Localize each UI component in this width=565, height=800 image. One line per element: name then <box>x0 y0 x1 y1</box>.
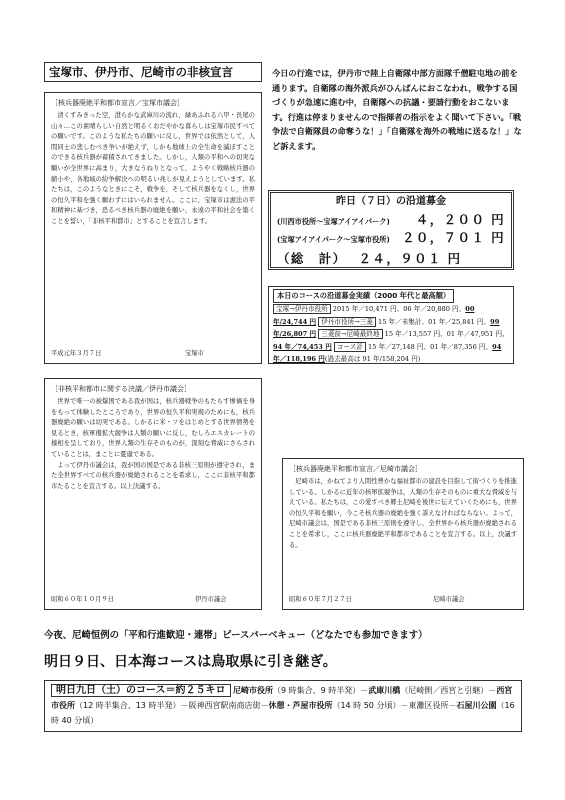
course-stop-mukogawa: 武庫川橋 <box>368 686 401 695</box>
record-body <box>273 303 509 366</box>
record-line2-text: 15 年／未集計、01 年／25,841 円、 <box>375 317 491 326</box>
donation-row-1 <box>277 210 505 228</box>
record-line4-tail: (過去最高は 91 年/158,204 円) <box>324 355 421 364</box>
donation-total <box>277 249 505 267</box>
donation-title: 昨日（７日）の沿道募金 <box>336 196 446 207</box>
takarazuka-signer: 宝塚市 <box>185 350 204 357</box>
bbq-notice: 今夜、尼崎恒例の「平和行進歓迎・連帯」ピースバーベキュー（どなたでも参加できます） <box>44 630 428 641</box>
record-title: 本日のコースの沿道募金実績（2000 年代と最高額） <box>273 289 454 303</box>
course-stop-ishiyagawa: 石屋川公園 <box>456 701 497 710</box>
itami-heading: ［非核平和都市に関する決議／伊丹市議会］ <box>51 385 191 393</box>
itami-resolution <box>44 378 262 610</box>
donation-total-amount: ２４，９０１ 円 <box>358 251 462 266</box>
course-text-1: （9 時集合、9 時半発）－ <box>273 686 369 695</box>
course-text-3: （12 時半集合、13 時半発）－阪神西宮駅南商店街－ <box>75 701 269 710</box>
course-text-2: （尼崎側／西宮と引継）－ <box>400 686 497 695</box>
title-text: 宝塚市、伊丹市、尼崎市の非核宣言 <box>49 65 233 79</box>
record-line3-best: 94 年／74,453 円 <box>273 342 332 351</box>
amagasaki-date: 昭和６０年７月２７日 <box>289 596 352 603</box>
amagasaki-body <box>289 477 517 551</box>
itami-paragraph-2: よって伊丹市議会は，我が国の国是である非核三原則が遵守され，また全世界すべての核兵器が廃絶されることを希求し，ここに非核平和都市たることを宣言する。以上決議する。 <box>51 461 255 490</box>
donation-row-1-label: (川西市役所～宝塚アイアイパーク) <box>277 217 390 226</box>
donation-row-1-amount: ４，２００ 円 <box>415 212 505 227</box>
record-line1-tag: 宝塚→伊丹市役所 <box>273 304 331 314</box>
itami-date: 昭和６０年１０月９日 <box>51 596 114 603</box>
donation-row-2-amount: ２０，７０１ 円 <box>401 230 505 245</box>
record-line1-best: 00 年/24,744 円 <box>273 305 475 326</box>
title-box <box>44 62 262 82</box>
record-line4-text: 15 年／27,148 円、01 年／87,356 円、 <box>365 342 493 351</box>
record-line4-best: 94 年／118,196 円 <box>273 342 502 364</box>
course-text-4: （14 時 50 分頃）－東灘区役所－ <box>332 701 457 710</box>
amagasaki-heading: ［核兵器廃絶平和都市宣言／尼崎市議会］ <box>289 465 422 473</box>
record-line3-tag: 三菱前→尼崎最終地 <box>318 329 382 339</box>
course-stop-amagasaki: 尼崎市役所 <box>233 686 274 695</box>
tomorrow-notice: 明日９日、日本海コースは鳥取県に引き継ぎ。 <box>44 654 337 670</box>
donation-total-label: （総 計） <box>277 251 347 266</box>
record-line2-best: 99 年/26,807 円 <box>273 317 500 339</box>
takarazuka-declaration <box>44 92 262 364</box>
donation-row-2-label: (宝塚アイアイパーク～宝塚市役所) <box>277 235 390 244</box>
record-line2-tag: 伊丹市役所→三菱 <box>318 317 376 327</box>
amagasaki-signer: 尼崎市議会 <box>433 596 465 603</box>
takarazuka-paragraph: 清くすみきった空，澄らかな武庫川の流れ，緑あふれる六甲・長尾の山々…この素晴らしい自然と明るくおだやかな暮らしは宝塚市民すべての願いです。このような私たちの願いに反し，世界では依然として，人間同士の悲しむべき争いが絶えず，しかも地球上の全生命を滅ぼすことのできる核兵器が蓄積されてきました。しかし，人類の平和への切実な願いが全世界に高まり，大きなうねりとなって，ようやく戦略核兵器の縮小や，各地域の紛争解決への明るい兆しが見えようとしています。私たちは，このようなときにこそ，戦争を，そして核兵器をなくし，世界の恒久平和を強く願わずにはいられません。ここに，宝塚市は憲法の平和精神に基づき，恐るべき核兵器の廃絶を願い，永遠の平和社会を築くことを誓い，「非核平和都市」とすることを宣言します。 <box>51 112 255 225</box>
course-lead: 明日九日（土）のコース＝約２５キロ <box>51 684 231 697</box>
course-text-5: （16 時 40 分頃） <box>51 701 515 725</box>
amagasaki-paragraph: 尼崎市は，かねてより人間性豊かな福祉都市の建設を目指して街づくりを推進している。しかるに近年の核軍拡競争は，人類の生存そのものに重大な脅威を与えている。私たちは，この愛すべき郷土尼崎を後世に伝えていくためにも，世界の恒久平和を願い，今こそ核兵器の廃絶を強く訴えなければならない。よって，尼崎市議会は，国是である非核三原則を遵守し，全世界から核兵器が廃絶されることを希求し，ここに核兵器廃絶平和都市であることを宣言する。以上，決議する。 <box>289 478 517 549</box>
takarazuka-body <box>51 111 255 228</box>
course-stop-nishinomiya: 西宮市役所 <box>51 686 513 710</box>
takarazuka-date: 平成元年３月７日 <box>51 350 102 357</box>
takarazuka-heading: ［核兵器廃絶平和都市宣言／宝塚市議会］ <box>51 99 184 107</box>
donation-box <box>268 190 514 270</box>
intro-text: 今日の行進では，伊丹市で陸上自衛隊中部方面隊千僧駐屯地の前を通ります。自衛隊の海外派兵がひんぱんにおこなわれ，戦争する国づくりが急速に進む中，自衛隊への抗議・要請行動をおこないます。行進は停まりませんので指揮者の指示をよく聞いて下さい。「戦争法で自衛隊員の命奪うな！」「自衛隊を海外の戦地に送るな！」など訴えます。 <box>272 68 522 151</box>
itami-paragraph-1: 世界で唯一の被爆国である我が国は，核兵器戦争のもたらす惨禍を身をもって体験したところであり，世界の恒久平和実現のためにも，核兵器廃絶の願いは切実である。しかるに米・ソをはじめとする世界情勢を見るとき，核軍備拡大競争は人類の願いに反し，むしろエスカレートの様相を呈しており，世界人類の生存そのものが，深刻な脅威にさらされていることは，まことに憂慮である。 <box>51 398 255 458</box>
record-line3-text: 15 年／13,557 円、01 年／47,951 円、 <box>382 330 509 339</box>
course-box <box>44 680 522 732</box>
record-line1-text: 2015 年／10,471 円、06 年／20,880 円、 <box>330 305 466 313</box>
donation-row-2 <box>277 228 505 246</box>
course-stop-ashiya: 休憩・芦屋市役所 <box>268 701 333 710</box>
itami-body <box>51 397 255 492</box>
record-box <box>268 286 514 364</box>
amagasaki-declaration <box>282 458 524 610</box>
record-line4-tag: コース計 <box>334 342 366 352</box>
itami-signer: 伊丹市議会 <box>195 596 227 603</box>
